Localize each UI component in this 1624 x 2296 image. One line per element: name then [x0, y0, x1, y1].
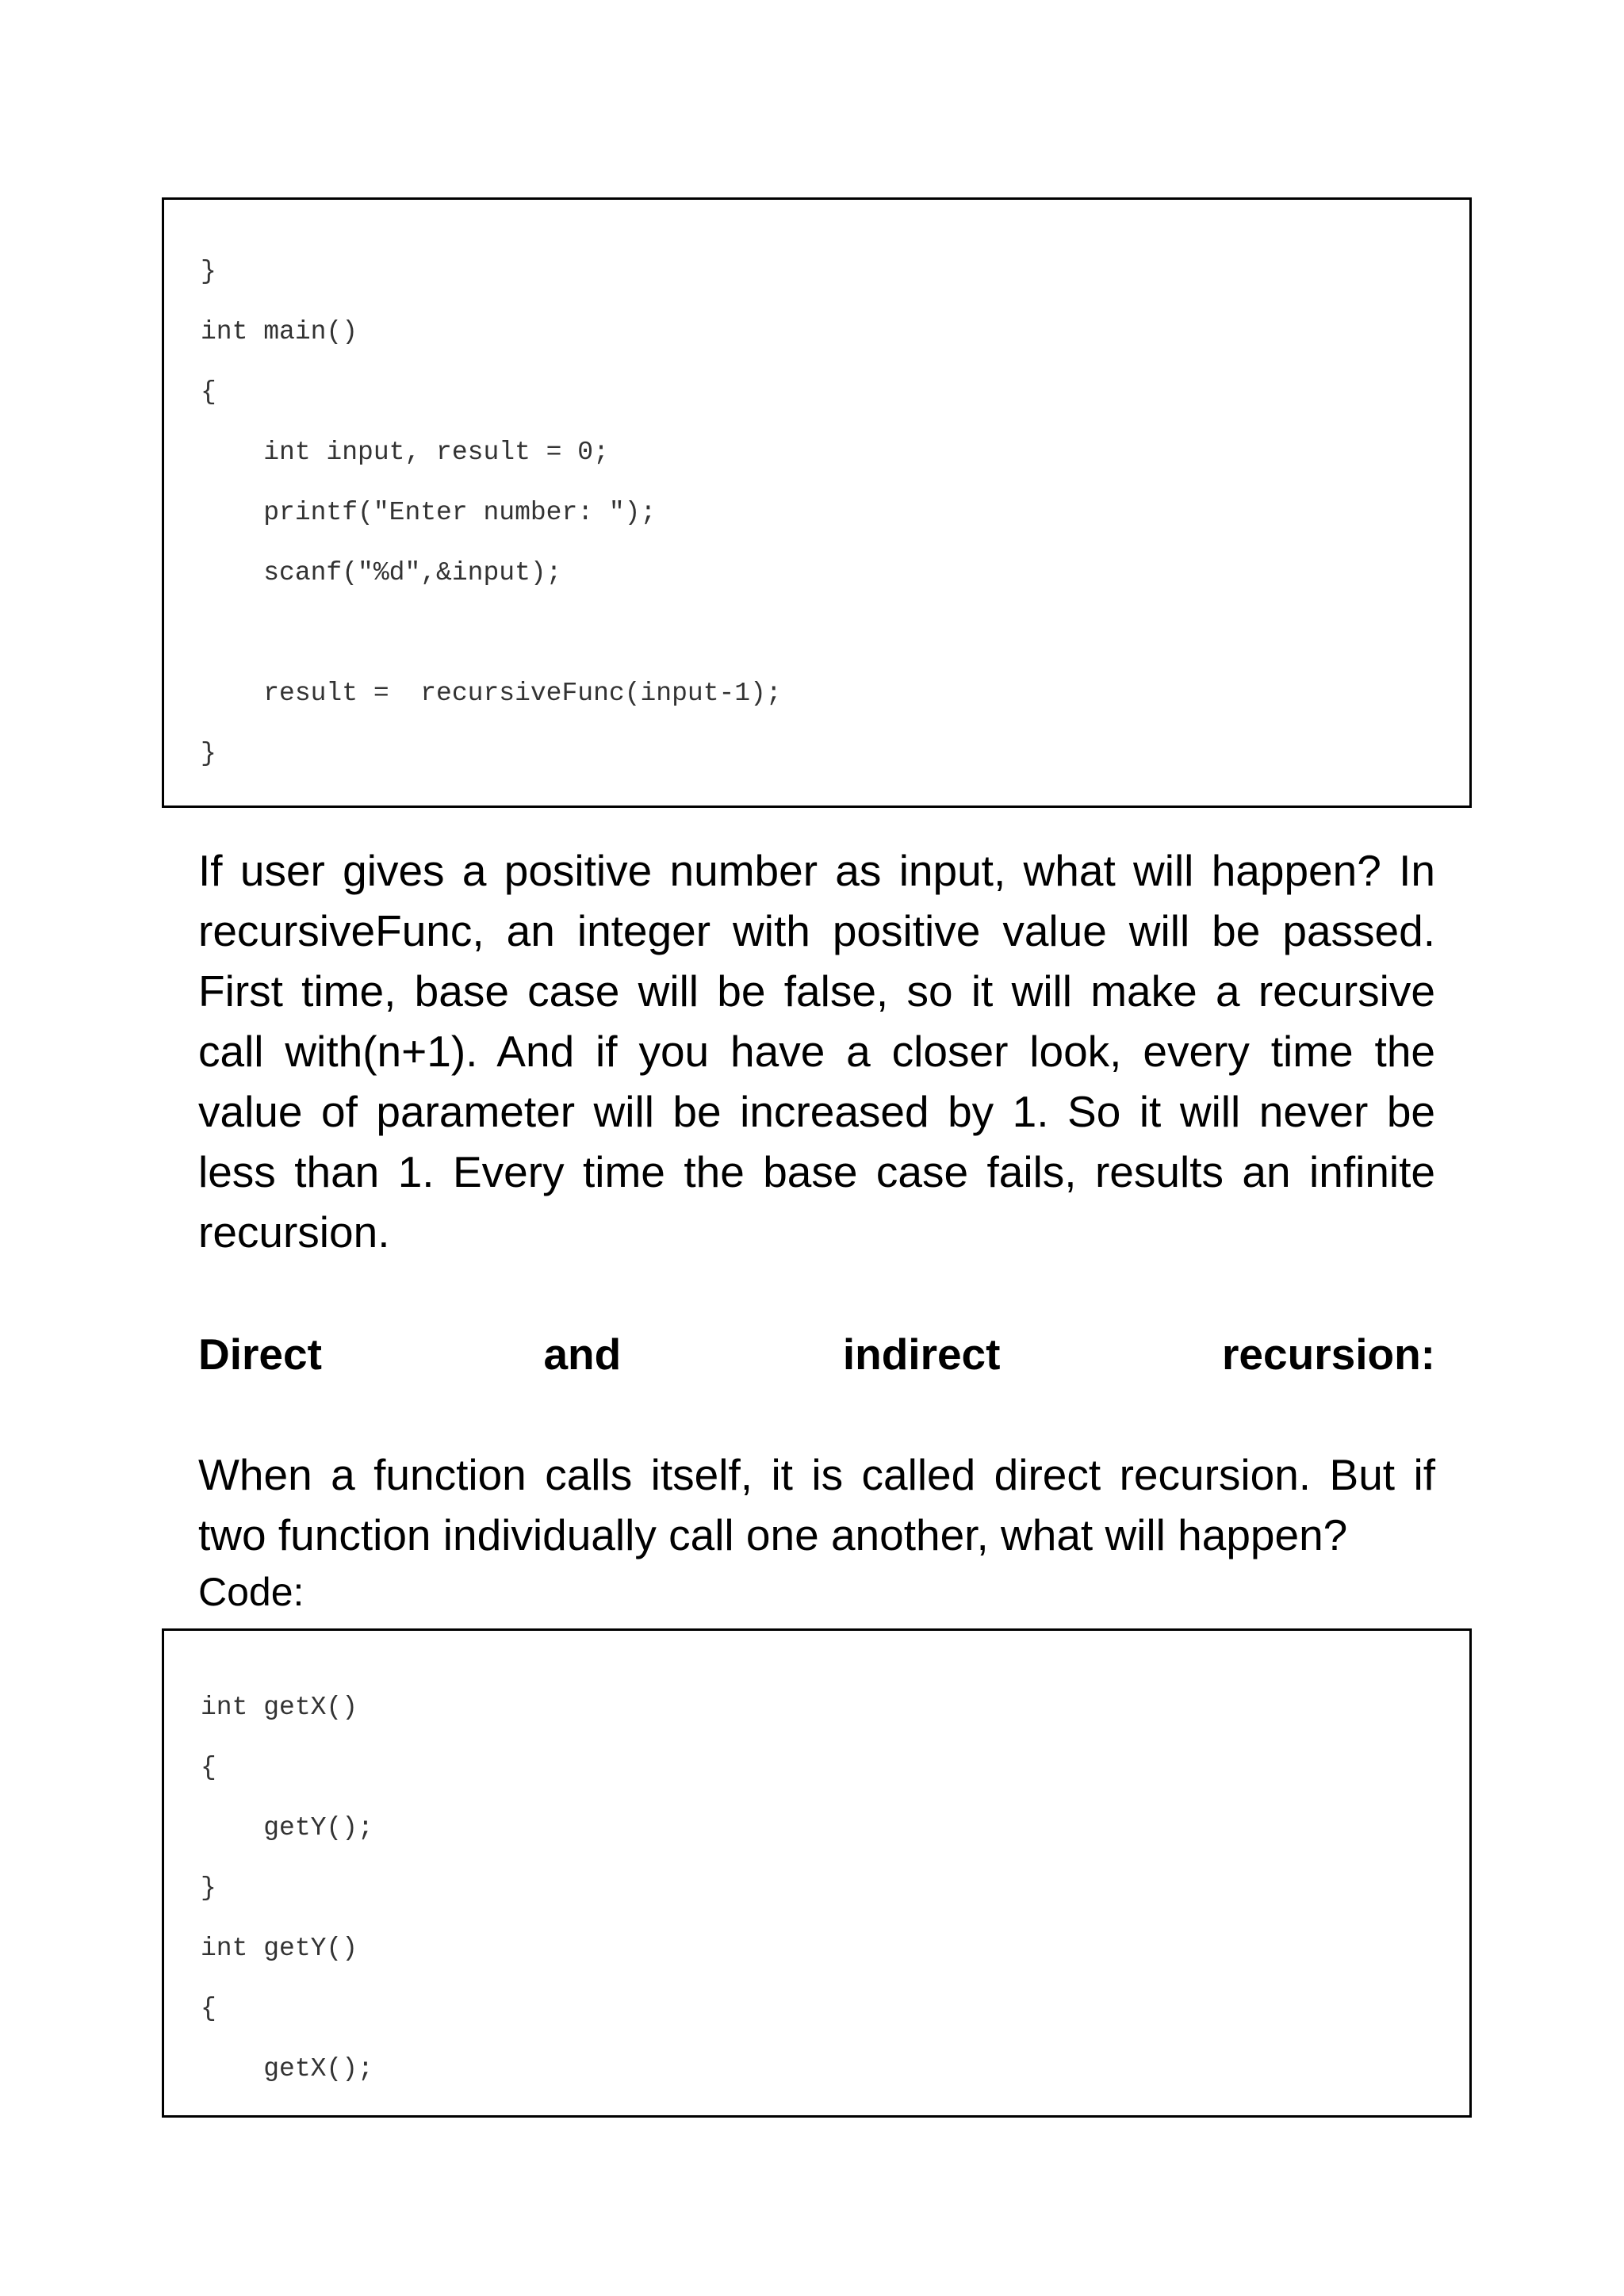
- code-line: int getY(): [201, 1934, 358, 1963]
- section-heading: [198, 1324, 1435, 1384]
- code-line: getX();: [201, 2054, 373, 2084]
- code-line: {: [201, 1994, 216, 2023]
- code-line: {: [201, 1753, 216, 1782]
- code-line: int input, result = 0;: [201, 438, 609, 467]
- code-line: }: [201, 257, 216, 286]
- code-line: }: [201, 1873, 216, 1903]
- paragraph-infinite-recursion: If user gives a positive number as input, what will happen? In recursiveFunc, an integer with positive value will be passed. First time, base case will be false, so it will make a recursive call with(n+1). And if you have a closer look, every time the value of parameter will be increased by 1. So it will never be less than 1. Every time the base case fails, results an infinite recursion.: [198, 846, 1435, 1257]
- code-line: int main(): [201, 317, 358, 346]
- code-line: }: [201, 739, 216, 768]
- code-line: {: [201, 377, 216, 407]
- heading-word: indirect: [842, 1330, 1001, 1379]
- code-block-main: [162, 197, 1472, 808]
- code-line: scanf("%d",&input);: [201, 558, 562, 587]
- code-line: getY();: [201, 1813, 373, 1843]
- code-line: result = recursiveFunc(input-1);: [201, 679, 782, 708]
- heading-word: and: [543, 1330, 622, 1379]
- code-line: printf("Enter number: ");: [201, 498, 657, 527]
- paragraph-direct-recursion: When a function calls itself, it is called direct recursion. But if two function individually call one another, what will happen?: [198, 1450, 1435, 1559]
- code-block-indirect: [162, 1628, 1472, 2118]
- heading-word: recursion:: [1222, 1330, 1435, 1379]
- code-line: int getX(): [201, 1693, 358, 1722]
- code-label: Code:: [198, 1570, 304, 1614]
- heading-word: Direct: [198, 1330, 322, 1379]
